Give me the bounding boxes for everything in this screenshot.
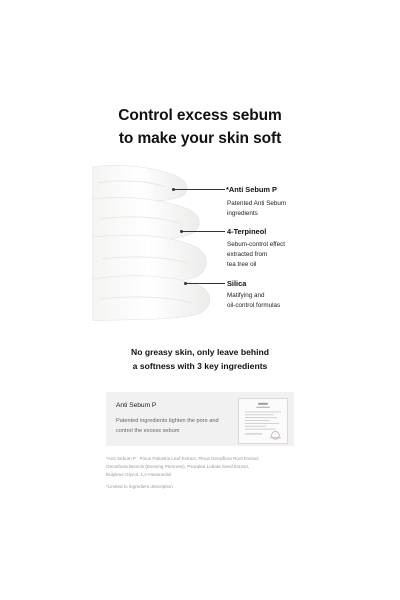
- ingredient-desc-silica-2: oil-control formulas: [227, 302, 281, 309]
- card-description-line-2: control the excess sebum: [116, 428, 180, 434]
- ingredient-desc-4-terpineol-2: extracted from: [227, 251, 268, 258]
- cream-texture-image: [92, 163, 214, 321]
- ingredient-desc-4-terpineol-3: tea tree oil: [227, 261, 257, 268]
- card-description: [116, 416, 219, 436]
- ingredient-desc-silica-1: Matifying and: [227, 292, 265, 299]
- headline-line-2: to make your skin soft: [118, 130, 282, 147]
- card-title: Anti Sebum P: [116, 402, 157, 409]
- ingredient-desc-anti-sebum-p-2: ingredients: [227, 210, 258, 217]
- footnote-ingredients-line-3: Butylene Glycol, 1,2-Hexanediol: [106, 472, 172, 477]
- callout-line-1: [175, 189, 225, 190]
- tagline: [0, 345, 400, 373]
- ingredient-info-card: [106, 392, 294, 446]
- ingredient-name-silica: Silica: [227, 279, 247, 288]
- headline-line-1: Control excess sebum: [118, 107, 282, 124]
- callout-line-3: [187, 283, 225, 284]
- card-description-line-1: Patented ingredients tighten the pore and: [116, 418, 219, 424]
- footnote-ingredients-line-2: Oenothera Biennis (Evening Primrose), Psoralea Lobata Seed Extract,: [106, 464, 250, 469]
- footnote-ingredients-line-1: *Anti Sebum P : Pinus Palustris Leaf Extract, Pinus Densiflora Root Extract,: [106, 456, 260, 461]
- headline: [0, 104, 400, 150]
- ingredient-name-4-terpineol: 4-Terpineol: [227, 227, 267, 236]
- tagline-line-2: a softness with 3 key ingredients: [132, 361, 268, 371]
- ingredient-desc-4-terpineol-1: Sebum-control effect: [227, 241, 285, 248]
- patent-certificate-image: [238, 398, 288, 444]
- footnote-disclaimer: *Limited to ingredient description: [106, 484, 173, 489]
- ingredient-desc-anti-sebum-p-1: Patented Anti Sebum: [227, 200, 287, 207]
- ingredient-name-anti-sebum-p: *Anti Sebum P: [226, 185, 277, 194]
- callout-line-2: [183, 231, 225, 232]
- tagline-line-1: No greasy skin, only leave behind: [130, 347, 270, 357]
